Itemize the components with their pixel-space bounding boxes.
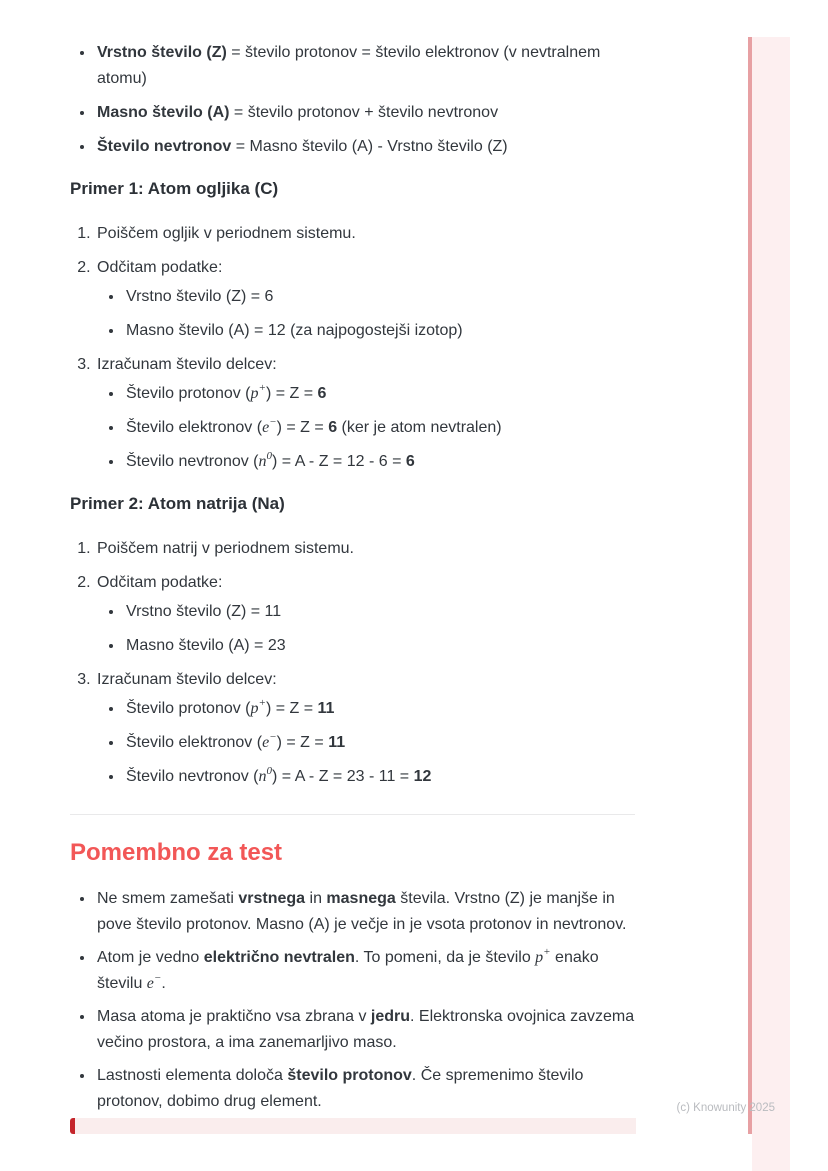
example1-steps [70, 221, 636, 475]
text-segment: Vrstno število (Z) [97, 44, 227, 61]
text-segment: Število nevtronov ( [126, 768, 259, 785]
text-segment: masnega [326, 890, 396, 907]
step-sublist [97, 696, 636, 790]
definitions-list [70, 40, 636, 160]
example2-heading: Primer 2: Atom natrija (Na) [70, 494, 285, 513]
list-item [95, 255, 636, 344]
step-text: Izračunam število delcev: [97, 671, 277, 688]
text-segment: Število elektronov ( [126, 419, 263, 436]
callout-block [70, 1118, 636, 1134]
text-segment: = število protonov = število elektronov (v nevtralnem atomu) [97, 44, 601, 87]
text-segment: . Če spremenimo število protonov, dobimo drug element. [97, 1067, 584, 1110]
example1-heading: Primer 1: Atom ogljika (C) [70, 179, 279, 198]
list-item [124, 764, 636, 790]
text-segment: ) = Z = [276, 419, 329, 436]
list-item [95, 886, 636, 938]
text-segment: število protonov [287, 1067, 412, 1084]
step-text: Izračunam število delcev: [97, 356, 277, 373]
list-item [124, 449, 636, 475]
text-segment: 0 [266, 449, 273, 462]
step-text: Odčitam podatke: [97, 574, 223, 591]
text-segment: 0 [266, 764, 273, 777]
page-edge-stripe [752, 37, 790, 1171]
text-segment: enako številu [97, 949, 599, 992]
text-segment: p [250, 700, 259, 717]
text-segment: p [250, 385, 259, 402]
text-segment: Ne smem zamešati [97, 890, 239, 907]
list-item [95, 221, 636, 247]
text-segment: − [269, 415, 277, 428]
list-item [95, 1063, 636, 1115]
text-segment: . To pomeni, da je število [354, 949, 536, 966]
list-item [95, 945, 636, 997]
text-segment: Lastnosti elementa določa [97, 1067, 288, 1084]
text-segment: 11 [317, 700, 335, 717]
list-item [95, 352, 636, 475]
text-segment: ) = Z = [276, 734, 329, 751]
document-content [70, 40, 636, 1122]
text-segment: ) = Z = [265, 385, 318, 402]
text-segment: 6 [317, 385, 327, 402]
list-item [124, 730, 636, 756]
text-segment: jedru [370, 1008, 411, 1025]
text-segment: n [258, 453, 267, 470]
text-segment: električno nevtralen [203, 949, 355, 966]
text-segment: e [146, 975, 154, 992]
list-item: • Vrstno število (Z) = 6 [124, 284, 636, 310]
text-segment: n [258, 768, 267, 785]
list-item [95, 536, 636, 562]
important-heading: Pomembno za test [70, 839, 283, 866]
page-edge-stripe-line [748, 37, 752, 1134]
text-segment: = Masno število (A) - Vrstno število (Z) [231, 138, 508, 155]
text-segment: števila. Vrstno (Z) je manjše in pove število protonov. Masno (A) je večje in je vsota protonov in nevtronov. [97, 890, 627, 933]
text-segment: 6 [328, 419, 338, 436]
text-segment: vrstnega [238, 890, 306, 907]
text-segment: + [543, 945, 551, 958]
list-item: • Vrstno število (Z) = 11 [124, 599, 636, 625]
list-item: • Masno število (A) = 12 (za najpogostejši izotop) [124, 318, 636, 344]
text-segment: 6 [405, 453, 415, 470]
list-item: • Masno število (A) = 23 [124, 633, 636, 659]
text-segment: . Elektronska ovojnica zavzema večino prostora, a ima zanemarljivo maso. [97, 1008, 635, 1051]
text-segment: Število nevtronov ( [126, 453, 259, 470]
text-segment: Masa atoma je praktično vsa zbrana v [97, 1008, 371, 1025]
list-item [95, 134, 636, 160]
text-segment: . [161, 975, 166, 992]
section-divider [70, 814, 635, 815]
text-segment: + [258, 696, 266, 709]
text-segment: 11 [328, 734, 346, 751]
list-item [124, 415, 636, 441]
text-segment: = število protonov + število nevtronov [229, 104, 499, 121]
text-segment: Število protonov ( [126, 700, 251, 717]
important-list [70, 886, 636, 1115]
list-item [95, 100, 636, 126]
text-segment: ) = A - Z = 23 - 11 = [272, 768, 414, 785]
text-segment: ) = Z = [265, 700, 318, 717]
text-segment: Število nevtronov [97, 138, 232, 155]
text-segment: Atom je vedno [97, 949, 204, 966]
example2-steps [70, 536, 636, 790]
text-segment: (ker je atom nevtralen) [337, 419, 502, 436]
text-segment: Število protonov ( [126, 385, 251, 402]
step-text: Poiščem natrij v periodnem sistemu. [97, 540, 354, 557]
text-segment: in [305, 890, 327, 907]
text-segment: ) = A - Z = 12 - 6 = [272, 453, 406, 470]
text-segment: Število elektronov ( [126, 734, 263, 751]
text-segment: e [262, 419, 270, 436]
step-text: Odčitam podatke: [97, 259, 223, 276]
list-item [124, 696, 636, 722]
list-item [95, 570, 636, 659]
text-segment: − [269, 730, 277, 743]
text-segment: p [535, 949, 544, 966]
list-item [95, 1004, 636, 1056]
text-segment: Masno število (A) [97, 104, 230, 121]
text-segment: e [262, 734, 270, 751]
step-sublist [97, 284, 636, 344]
list-item [95, 40, 636, 92]
step-text: Poiščem ogljik v periodnem sistemu. [97, 225, 356, 242]
text-segment: − [153, 971, 162, 984]
step-sublist [97, 381, 636, 475]
copyright-footer: (c) Knowunity 2025 [676, 1102, 775, 1114]
text-segment: 12 [413, 768, 432, 785]
list-item [124, 381, 636, 407]
text-segment: + [258, 381, 266, 394]
list-item [95, 667, 636, 790]
step-sublist [97, 599, 636, 659]
